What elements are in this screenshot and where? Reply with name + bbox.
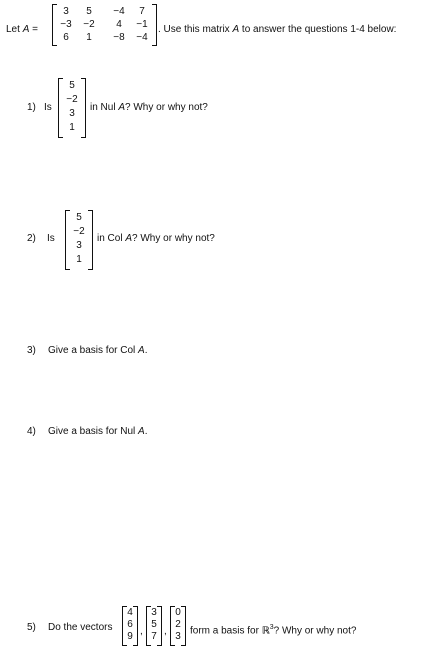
vector-entry: 0 xyxy=(175,607,181,618)
matrix-cell: 7 xyxy=(139,6,145,17)
matrix-cell: 4 xyxy=(116,19,122,30)
question-1-number: 1) xyxy=(27,102,36,113)
question-1-is: Is xyxy=(44,102,52,113)
q1-text-before: in Nul xyxy=(90,102,116,113)
vector-entry: 3 xyxy=(76,240,82,251)
q3-var: A xyxy=(138,345,145,356)
matrix-cell: −3 xyxy=(60,19,72,30)
q2-text-after: ? Why or why not? xyxy=(132,233,215,244)
vector-entry: 3 xyxy=(151,607,157,618)
question-2-number: 2) xyxy=(27,233,36,244)
matrix-cell: −1 xyxy=(136,19,148,30)
matrix-name: A xyxy=(22,24,30,35)
question-2-vector xyxy=(65,210,93,270)
matrix-a xyxy=(52,4,157,46)
vector-entry: 6 xyxy=(127,619,133,630)
vector-entry: 5 xyxy=(69,80,75,91)
intro-instruction xyxy=(158,24,396,36)
let-word: Let xyxy=(6,24,20,35)
question-2-text xyxy=(97,233,215,245)
question-5-prefix: Do the vectors xyxy=(48,622,113,633)
q3-end: . xyxy=(144,345,148,356)
question-3-number: 3) xyxy=(27,345,36,356)
question-3-text xyxy=(48,345,148,357)
matrix-cell: 1 xyxy=(86,32,92,43)
vector-entry: 2 xyxy=(175,619,181,630)
vector-entry: 1 xyxy=(76,254,82,265)
q5-vector-1 xyxy=(122,606,138,646)
vector-entry: 4 xyxy=(127,607,133,618)
instruction-suffix: to answer the questions 1-4 below: xyxy=(241,24,397,35)
intro-let-label xyxy=(6,24,38,36)
equals-sign: = xyxy=(32,24,38,35)
q5-text-before: form a basis for xyxy=(190,625,259,637)
question-2-is: Is xyxy=(47,233,55,244)
matrix-cell: −2 xyxy=(83,19,95,30)
real-space-exponent: 3 xyxy=(269,624,274,631)
question-5-text xyxy=(190,622,356,637)
q5-vector-3 xyxy=(170,606,186,646)
vector-entry: 9 xyxy=(127,631,133,642)
q2-text-before: in Col xyxy=(97,233,123,244)
instruction-prefix: . Use this matrix xyxy=(158,24,230,35)
q1-text-after: ? Why or why not? xyxy=(125,102,208,113)
question-5-number: 5) xyxy=(27,622,36,633)
q5-vector-2 xyxy=(146,606,162,646)
vector-entry: 7 xyxy=(151,631,157,642)
vector-entry: 1 xyxy=(69,122,75,133)
instruction-var: A xyxy=(232,24,240,35)
q5-comma: , xyxy=(140,626,143,637)
question-4-text xyxy=(48,426,148,438)
vector-entry: 3 xyxy=(175,631,181,642)
q1-var: A xyxy=(118,102,126,113)
q5-text-after: ? Why or why not? xyxy=(273,625,357,637)
vector-entry: −2 xyxy=(73,226,85,237)
q3-text: Give a basis for Col xyxy=(48,345,136,356)
q4-var: A xyxy=(138,426,145,437)
matrix-cell: 3 xyxy=(63,6,69,17)
vector-entry: 5 xyxy=(151,619,157,630)
vector-entry: −2 xyxy=(66,94,78,105)
question-1-vector xyxy=(58,78,86,138)
vector-entry: 5 xyxy=(76,212,82,223)
q4-text: Give a basis for Nul xyxy=(48,426,136,437)
matrix-cell: 6 xyxy=(63,32,69,43)
q4-end: . xyxy=(144,426,148,437)
question-4-number: 4) xyxy=(27,426,36,437)
matrix-cell: −4 xyxy=(136,32,148,43)
real-space-symbol: ℝ xyxy=(261,625,270,637)
q5-comma: , xyxy=(164,626,167,637)
question-1-text xyxy=(90,102,208,114)
vector-entry: 3 xyxy=(69,108,75,119)
q2-var: A xyxy=(125,233,133,244)
matrix-cell: 5 xyxy=(86,6,92,17)
matrix-cell: −4 xyxy=(113,6,125,17)
matrix-cell: −8 xyxy=(113,32,125,43)
